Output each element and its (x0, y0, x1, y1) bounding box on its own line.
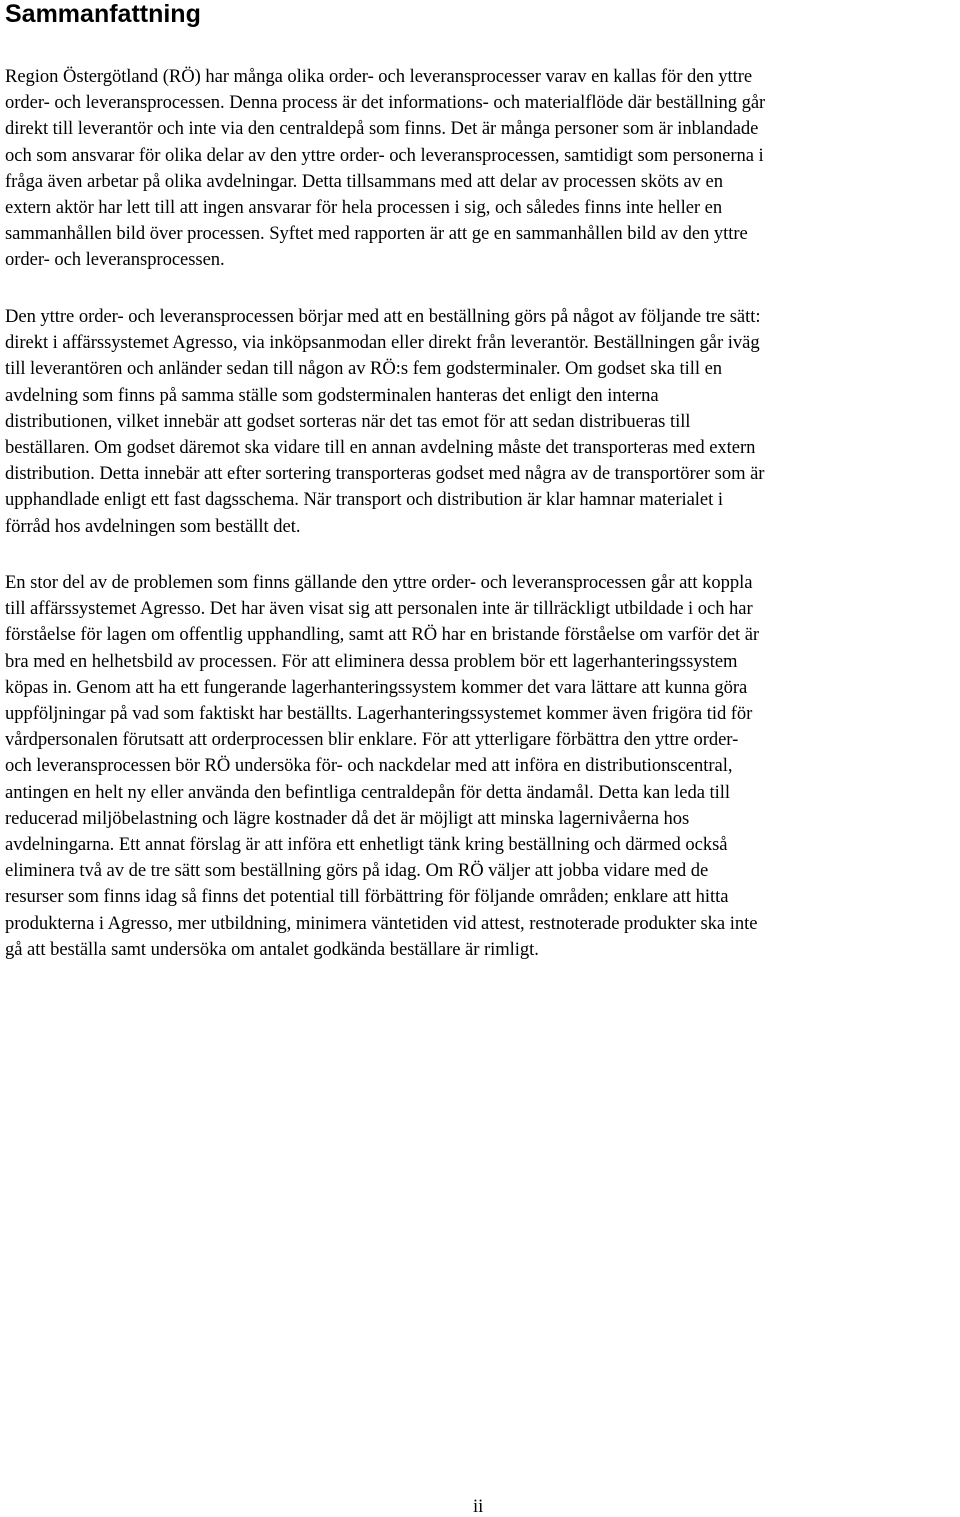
text-line: direkt till leverantör och inte via den centraldepå som finns. Det är många personer som är inblandade (5, 118, 759, 140)
text-line: Region Östergötland (RÖ) har många olika order- och leveransprocesser varav en kallas för den yttre (5, 66, 753, 87)
text-line: resurser som finns idag så finns det potential till förbättring för följande områden; enklare att hitta (5, 886, 729, 908)
text-line: uppföljningar på vad som faktiskt har beställts. Lagerhanteringssystemet kommer även frigöra tid för (5, 703, 753, 725)
paragraph-problems (5, 570, 960, 963)
text-line: och som ansvarar för olika delar av den yttre order- och leveransprocessen, samtidigt som personerna i (5, 144, 764, 166)
text-line: köpas in. Genom att ha ett fungerande lagerhanteringssystem kommer det vara lättare att kunna göra (5, 676, 748, 698)
text-line: Den yttre order- och leveransprocessen börjar med att en beställning görs på något av följande tre sätt: (5, 306, 761, 327)
text-line: förståelse för lagen om offentlig upphandling, samt att RÖ har en bristande förståelse om varför det är (5, 624, 760, 646)
text-line: sammanhållen bild över processen. Syftet med rapporten är att ge en sammanhållen bild av den yttre (5, 223, 748, 245)
text-line: avdelning som finns på samma ställe som godsterminalen hanteras det enligt den interna (5, 384, 659, 406)
text-line: avdelningarna. Ett annat förslag är att införa ett enhetligt tänk kring beställning och därmed också (5, 834, 728, 856)
text-line: fråga även arbetar på olika avdelningar. Detta tillsammans med att delar av processen sköts av en (5, 170, 723, 192)
text-line: förråd hos avdelningen som beställt det. (5, 515, 301, 537)
text-line: eliminera två av de tre sätt som beställning görs på idag. Om RÖ väljer att jobba vidare med de (5, 860, 709, 882)
text-line: order- och leveransprocessen. (5, 249, 225, 271)
text-line: gå att beställa samt undersöka om antalet godkända beställare är rimligt. (5, 938, 539, 960)
text-line: distributionen, vilket innebär att godset sorteras när det tas emot för att sedan distribueras till (5, 410, 691, 432)
paragraph-intro (5, 64, 960, 274)
text-line: produkterna i Agresso, mer utbildning, minimera väntetiden vid attest, restnoterade produkter ska inte (5, 912, 758, 934)
text-line: upphandlade enligt ett fast dagsschema. När transport och distribution är klar hamnar materialet i (5, 489, 723, 511)
text-line: och leveransprocessen bör RÖ undersöka för- och nackdelar med att införa en distributionscentral, (5, 755, 733, 777)
text-line: order- och leveransprocessen. Denna process är det informations- och materialflöde där beställning går (5, 92, 766, 114)
text-line: vårdpersonalen förutsatt att orderprocessen blir enklare. För att ytterligare förbättra den yttre order- (5, 729, 739, 751)
text-line: beställaren. Om godset däremot ska vidare till en annan avdelning måste det transporteras med extern (5, 437, 756, 459)
text-line: bra med en helhetsbild av processen. För att eliminera dessa problem bör ett lagerhanteringssystem (5, 650, 738, 672)
text-line: En stor del av de problemen som finns gällande den yttre order- och leveransprocessen går att koppla (5, 572, 753, 593)
text-line: till affärssystemet Agresso. Det har även visat sig att personalen inte är tillräckligt utbildade i och har (5, 598, 753, 620)
section-heading: Sammanfattning (5, 0, 201, 28)
text-line: till leverantören och anländer sedan till någon av RÖ:s fem godsterminaler. Om godset ska till en (5, 358, 723, 380)
page-number: ii (473, 1496, 484, 1517)
paragraph-process (5, 304, 960, 540)
text-line: distribution. Detta innebär att efter sortering transporteras godset med några av de transportörer som är (5, 463, 765, 485)
text-line: antingen en helt ny eller använda den befintliga centraldepån för detta ändamål. Detta kan leda till (5, 781, 731, 803)
text-line: extern aktör har lett till att ingen ansvarar för hela processen i sig, och således finns inte heller en (5, 197, 723, 219)
text-line: direkt i affärssystemet Agresso, via inköpsanmodan eller direkt från leverantör. Beställningen går iväg (5, 332, 760, 354)
text-line: reducerad miljöbelastning och lägre kostnader då det är möjligt att minska lagernivåerna hos (5, 807, 690, 829)
